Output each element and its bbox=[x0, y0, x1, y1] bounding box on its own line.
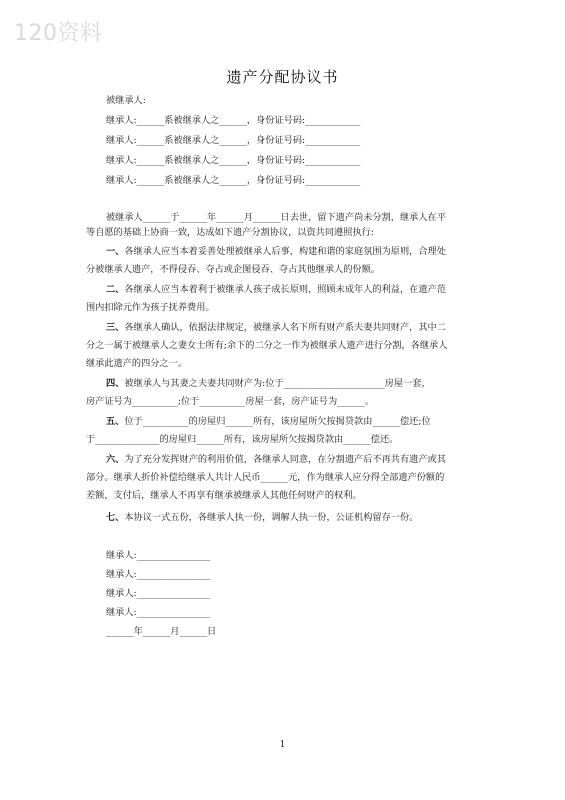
clause-line: 二、各继承人应当本着利于被继承人孩子成长原则，照顾未成年人的利益，在遗产范 bbox=[106, 284, 446, 295]
clause-line: 七、本协议一式五份，各继承人执一份，调解人执一份，公证机构留存一份。 bbox=[106, 512, 419, 523]
body-line: 于______________的房屋归______所有，该房屋所欠按揭贷款由______偿还。 bbox=[86, 434, 399, 445]
body-line: 被继承人______于______年______月______日去世，留下遗产尚未分割，继承人在平 bbox=[106, 212, 446, 223]
signature-line: 继承人:________________ bbox=[106, 569, 211, 580]
page-title: 遗产分配协议书 bbox=[226, 68, 339, 86]
signature-line: 继承人:________________ bbox=[106, 607, 211, 618]
signature-line: 继承人:________________ bbox=[106, 550, 211, 561]
clause-line: 一、各继承人应当本着妥善处理被继承人后事，构建和谐的家庭氛围为原则，合理处 bbox=[106, 246, 446, 257]
body-line: 部分。继承人折价补偿给继承人共计人民币______元，作为继承人应分得全部遗产份额的 bbox=[86, 472, 445, 483]
body-line: 继承此遗产的四分之一。 bbox=[86, 358, 188, 369]
clause-line: 四、被继承人与其妻之夫妻共同财产为:位于______________________房屋一套， bbox=[106, 378, 431, 389]
date-line: ______年______月______日 bbox=[106, 626, 217, 637]
header-line: 继承人:______系被继承人之______，身份证号码:____________ bbox=[106, 155, 361, 166]
body-line: 房产证号为__________;位于__________房屋一套，房产证号为______。 bbox=[86, 396, 374, 407]
clause-line: 三、各继承人确认，依据法律规定，被继承人名下所有财产系夫妻共同财产，其中二 bbox=[106, 322, 446, 333]
page-number: 1 bbox=[279, 740, 286, 750]
clause-line: 五、位于__________的房屋归______所有，该房屋所欠按揭贷款由______偿还;位 bbox=[106, 416, 431, 427]
body-line: 分之一属于被继承人之妻女士所有;余下的二分之一作为被继承人遗产进行分割，各继承人 bbox=[86, 340, 448, 351]
body-line: 等自愿的基础上协商一致，达成如下遗产分割协议，以资共同遵照执行: bbox=[86, 227, 374, 238]
body-line: 差额，支付后，继承人不再享有继承被继承人其他任何财产的权利。 bbox=[86, 490, 362, 501]
watermark-logo: 120资料 bbox=[14, 21, 103, 46]
header-line: 被继承人: bbox=[106, 95, 146, 106]
signature-line: 继承人:________________ bbox=[106, 588, 211, 599]
body-line: 分被继承人遗产，不得侵吞、夺占或企图侵吞、夺占其他继承人的份额。 bbox=[86, 264, 380, 275]
header-line: 继承人:______系被继承人之______，身份证号码:____________ bbox=[106, 115, 361, 126]
clause-line: 六、为了充分发挥财产的利用价值，各继承人同意，在分割遗产后不再共有遗产或其 bbox=[106, 454, 446, 465]
header-line: 继承人:______系被继承人之______，身份证号码:____________ bbox=[106, 135, 361, 146]
header-line: 继承人:______系被继承人之______，身份证号码:____________ bbox=[106, 175, 361, 186]
body-line: 围内扣除元作为孩子抚养费用。 bbox=[86, 302, 215, 313]
